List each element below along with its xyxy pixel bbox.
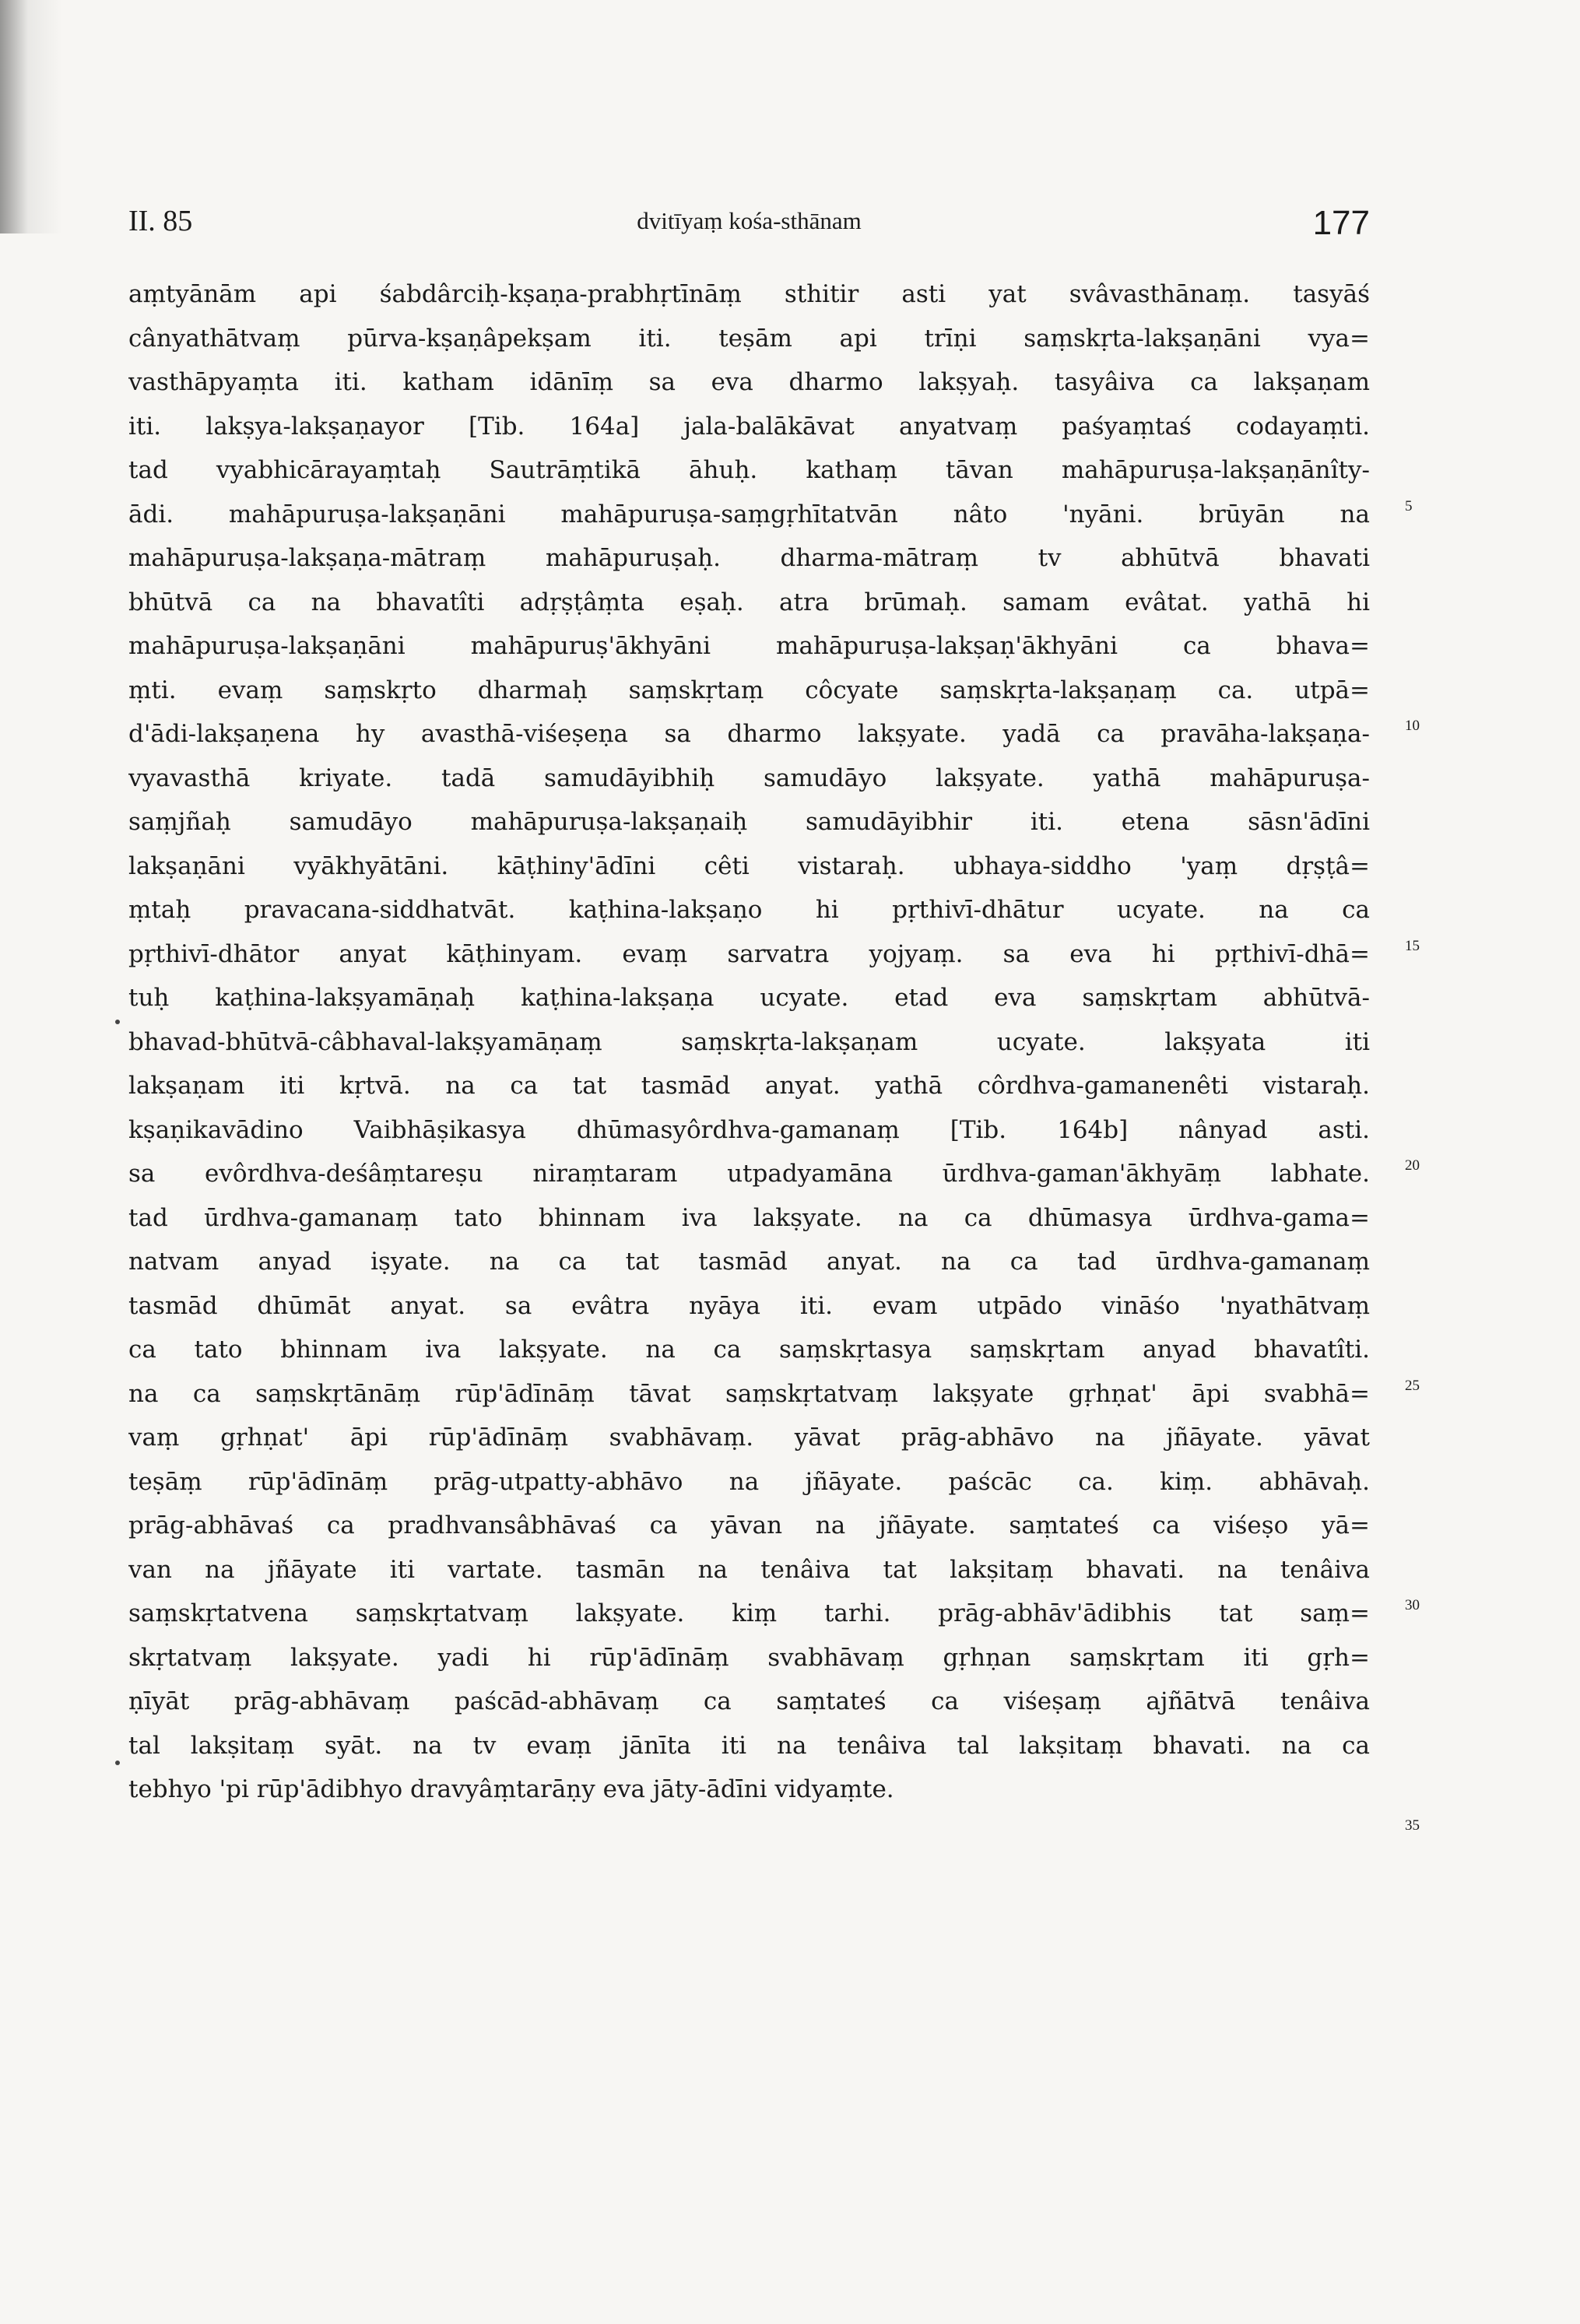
text-line: ādi. mahāpuruṣa-lakṣaṇāni mahāpuruṣa-saṃgṛhītatvān nâto 'nyāni. brūyān na xyxy=(128,500,1370,528)
margin-mark xyxy=(115,1761,120,1765)
text-line: d'ādi-lakṣaṇena hy avasthā-viśeṣeṇa sa dharmo lakṣyate. yadā ca pravāha-lakṣaṇa- xyxy=(128,720,1370,748)
text-line: bhavad-bhūtvā-câbhaval-lakṣyamāṇaṃ saṃskṛta-lakṣaṇam ucyate. lakṣyata iti xyxy=(128,1027,1370,1056)
section-reference: II. 85 xyxy=(128,205,193,237)
text-line: na ca saṃskṛtānāṃ rūp'ādīnāṃ tāvat saṃskṛtatvaṃ lakṣyate gṛhṇat' āpi svabhā= xyxy=(128,1379,1370,1408)
text-line: tad ūrdhva-gamanaṃ tato bhinnam iva lakṣyate. na ca dhūmasya ūrdhva-gama= xyxy=(128,1203,1370,1232)
text-line: vasthāpyaṃta iti. katham idānīṃ sa eva dharmo lakṣyaḥ. tasyâiva ca lakṣaṇam xyxy=(128,368,1370,396)
line-number: 35 xyxy=(1405,1817,1420,1834)
line-number: 5 xyxy=(1405,498,1413,514)
line-number: 30 xyxy=(1405,1597,1420,1613)
text-line: saṃjñaḥ samudāyo mahāpuruṣa-lakṣaṇaiḥ samudāyibhir iti. etena sāsn'ādīni xyxy=(128,808,1370,836)
text-line: kṣaṇikavādino Vaibhāṣikasya dhūmasyôrdhva-gamanaṃ [Tib. 164b] nânyad asti. xyxy=(128,1115,1370,1144)
text-line: saṃskṛtatvena saṃskṛtatvaṃ lakṣyate. kiṃ tarhi. prāg-abhāv'ādibhis tat saṃ= xyxy=(128,1599,1370,1627)
line-number: 15 xyxy=(1405,938,1420,954)
text-line: teṣāṃ rūp'ādīnāṃ prāg-utpatty-abhāvo na jñāyate. paścāc ca. kiṃ. abhāvaḥ. xyxy=(128,1467,1370,1496)
text-line: vyavasthā kriyate. tadā samudāyibhiḥ samudāyo lakṣyate. yathā mahāpuruṣa- xyxy=(128,764,1370,792)
text-line: prāg-abhāvaś ca pradhvansâbhāvaś ca yāvan na jñāyate. saṃtateś ca viśeṣo yā= xyxy=(128,1511,1370,1539)
scan-edge-shadow xyxy=(0,0,62,233)
line-number: 10 xyxy=(1405,718,1420,734)
text-line: van na jñāyate iti vartate. tasmān na tenâiva tat lakṣitaṃ bhavati. na tenâiva xyxy=(128,1555,1370,1584)
text-line: aṃtyānām api śabdârciḥ-kṣaṇa-prabhṛtīnāṃ sthitir asti yat svâvasthānaṃ. tasyāś xyxy=(128,280,1370,308)
text-line: ṇīyāt prāg-abhāvaṃ paścād-abhāvaṃ ca saṃtateś ca viśeṣaṃ ajñātvā tenâiva xyxy=(128,1687,1370,1715)
text-line: tebhyo 'pi rūp'ādibhyo dravyâṃtarāṇy eva jāty-ādīni vidyaṃte. xyxy=(128,1775,894,1803)
text-line: tad vyabhicārayaṃtaḥ Sautrāṃtikā āhuḥ. kathaṃ tāvan mahāpuruṣa-lakṣaṇānîty- xyxy=(128,456,1370,484)
text-line: vaṃ gṛhṇat' āpi rūp'ādīnāṃ svabhāvaṃ. yāvat prāg-abhāvo na jñāyate. yāvat xyxy=(128,1424,1370,1452)
text-line: lakṣaṇam iti kṛtvā. na ca tat tasmād anyat. yathā côrdhva-gamanenêti vistaraḥ. xyxy=(128,1072,1370,1100)
line-number: 20 xyxy=(1405,1157,1420,1174)
text-line: natvam anyad iṣyate. na ca tat tasmād anyat. na ca tad ūrdhva-gamanaṃ xyxy=(128,1248,1370,1276)
page-header xyxy=(128,204,1370,251)
text-line: pṛthivī-dhātor anyat kāṭhinyam. evaṃ sarvatra yojyaṃ. sa eva hi pṛthivī-dhā= xyxy=(128,939,1370,968)
text-line: skṛtatvaṃ lakṣyate. yadi hi rūp'ādīnāṃ svabhāvaṃ gṛhṇan saṃskṛtam iti gṛh= xyxy=(128,1643,1370,1672)
running-title: dvitīyaṃ kośa-sthānam xyxy=(637,207,862,234)
text-line: bhūtvā ca na bhavatîti adṛṣṭâṃta eṣaḥ. atra brūmaḥ. samam evâtat. yathā hi xyxy=(128,588,1370,616)
text-line: tuḥ kaṭhina-lakṣyamāṇaḥ kaṭhina-lakṣaṇa ucyate. etad eva saṃskṛtam abhūtvā- xyxy=(128,984,1370,1012)
text-line: tal lakṣitaṃ syāt. na tv evaṃ jānīta iti na tenâiva tal lakṣitaṃ bhavati. na ca xyxy=(128,1731,1370,1760)
page-body-text xyxy=(128,272,1370,1812)
text-line: iti. lakṣya-lakṣaṇayor [Tib. 164a] jala-balākāvat anyatvaṃ paśyaṃtaś codayaṃti. xyxy=(128,412,1370,441)
text-line: ca tato bhinnam iva lakṣyate. na ca saṃskṛtasya saṃskṛtam anyad bhavatîti. xyxy=(128,1336,1370,1364)
text-line: sa evôrdhva-deśâṃtareṣu niraṃtaram utpadyamāna ūrdhva-gaman'ākhyāṃ labhate. xyxy=(128,1160,1370,1188)
text-line: lakṣaṇāni vyākhyātāni. kāṭhiny'ādīni cêti vistaraḥ. ubhaya-siddho 'yaṃ dṛṣṭâ= xyxy=(128,851,1370,880)
page-number: 177 xyxy=(1312,204,1370,242)
margin-mark xyxy=(115,1020,120,1024)
text-line: ṃti. evaṃ saṃskṛto dharmaḥ saṃskṛtaṃ côcyate saṃskṛta-lakṣaṇaṃ ca. utpā= xyxy=(128,676,1370,704)
text-line: cânyathātvaṃ pūrva-kṣaṇâpekṣam iti. teṣām api trīṇi saṃskṛta-lakṣaṇāni vya= xyxy=(128,324,1370,353)
line-number: 25 xyxy=(1405,1378,1420,1394)
text-line: tasmād dhūmāt anyat. sa evâtra nyāya iti. evam utpādo vināśo 'nyathātvaṃ xyxy=(128,1291,1370,1320)
text-line: mahāpuruṣa-lakṣaṇāni mahāpuruṣ'ākhyāni mahāpuruṣa-lakṣaṇ'ākhyāni ca bhava= xyxy=(128,632,1370,660)
text-line: mahāpuruṣa-lakṣaṇa-mātraṃ mahāpuruṣaḥ. dharma-mātraṃ tv abhūtvā bhavati xyxy=(128,544,1370,572)
text-line: ṃtaḥ pravacana-siddhatvāt. kaṭhina-lakṣaṇo hi pṛthivī-dhātur ucyate. na ca xyxy=(128,896,1370,924)
